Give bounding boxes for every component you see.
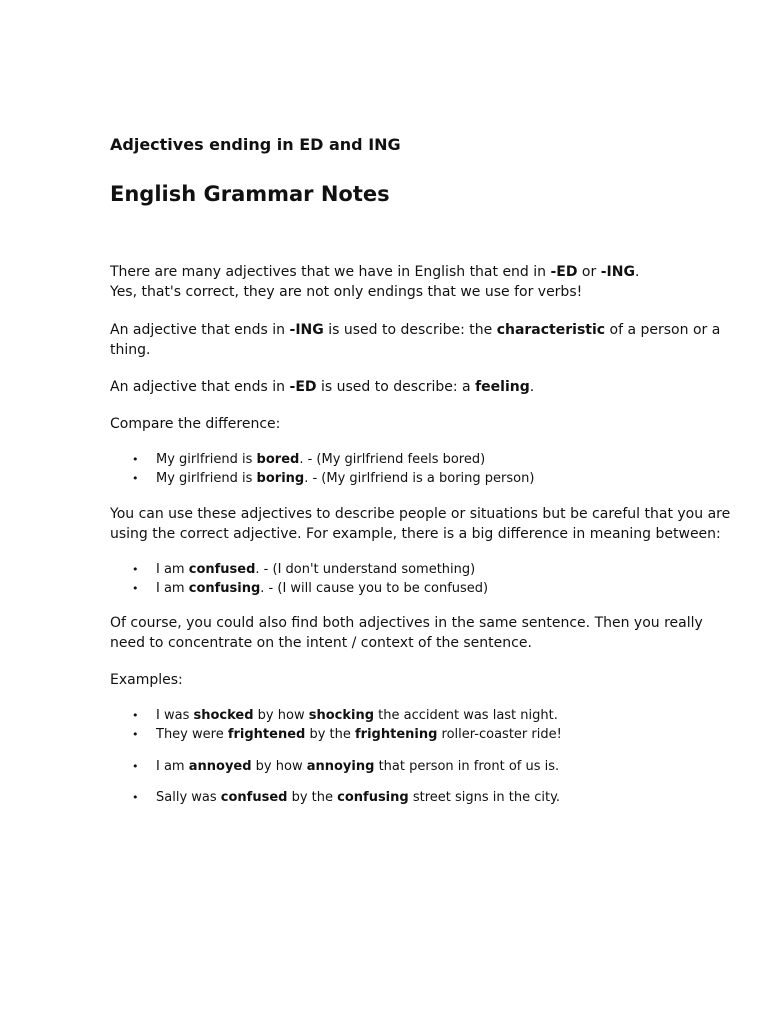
list-item: • My girlfriend is bored. - (My girlfriend feels bored) xyxy=(110,450,740,469)
characteristic-keyword: characteristic xyxy=(496,322,606,338)
list-item: • Sally was confused by the confusing street signs in the city. xyxy=(110,788,740,807)
intro-paragraph xyxy=(110,262,740,302)
document-body xyxy=(110,262,740,807)
list-item: • I am confused. - (I don't understand something) xyxy=(110,560,740,579)
ed-suffix: -ED xyxy=(550,264,578,280)
intro-line-2: Yes, that's correct, they are not only endings that we use for verbs! xyxy=(110,284,583,300)
list-item: • I am confusing. - (I will cause you to be confused) xyxy=(110,579,740,598)
document-title: English Grammar Notes xyxy=(110,182,390,206)
list-item: • They were frightened by the frightening roller-coaster ride! xyxy=(110,725,740,744)
careful-paragraph: You can use these adjectives to describe people or situations but be careful that you are using the correct adjective. For example, there is a big difference in meaning between: xyxy=(110,506,731,542)
list-item: • My girlfriend is boring. - (My girlfriend is a boring person) xyxy=(110,469,740,488)
list-item: • I am annoyed by how annoying that person in front of us is. xyxy=(110,757,740,776)
confused-list xyxy=(110,560,740,598)
compare-list xyxy=(110,450,740,488)
ing-suffix: -ING xyxy=(600,264,635,280)
both-paragraph: Of course, you could also find both adjectives in the same sentence. Then you really need to concentrate on the intent / context of the sentence. xyxy=(110,615,703,651)
feeling-keyword: feeling xyxy=(475,379,530,395)
examples-list xyxy=(110,706,740,807)
intro-line-1: There are many adjectives that we have in English that end in -ED or -ING. xyxy=(110,264,640,280)
examples-heading: Examples: xyxy=(110,672,183,688)
ed-rule-paragraph: An adjective that ends in -ED is used to describe: a feeling. xyxy=(110,379,535,395)
document-subtitle: Adjectives ending in ED and ING xyxy=(110,135,401,154)
list-item: • I was shocked by how shocking the accident was last night. xyxy=(110,706,740,725)
ing-rule-paragraph: An adjective that ends in -ING is used to describe: the characteristic of a person or a thing. xyxy=(110,322,721,358)
compare-heading: Compare the difference: xyxy=(110,416,281,432)
